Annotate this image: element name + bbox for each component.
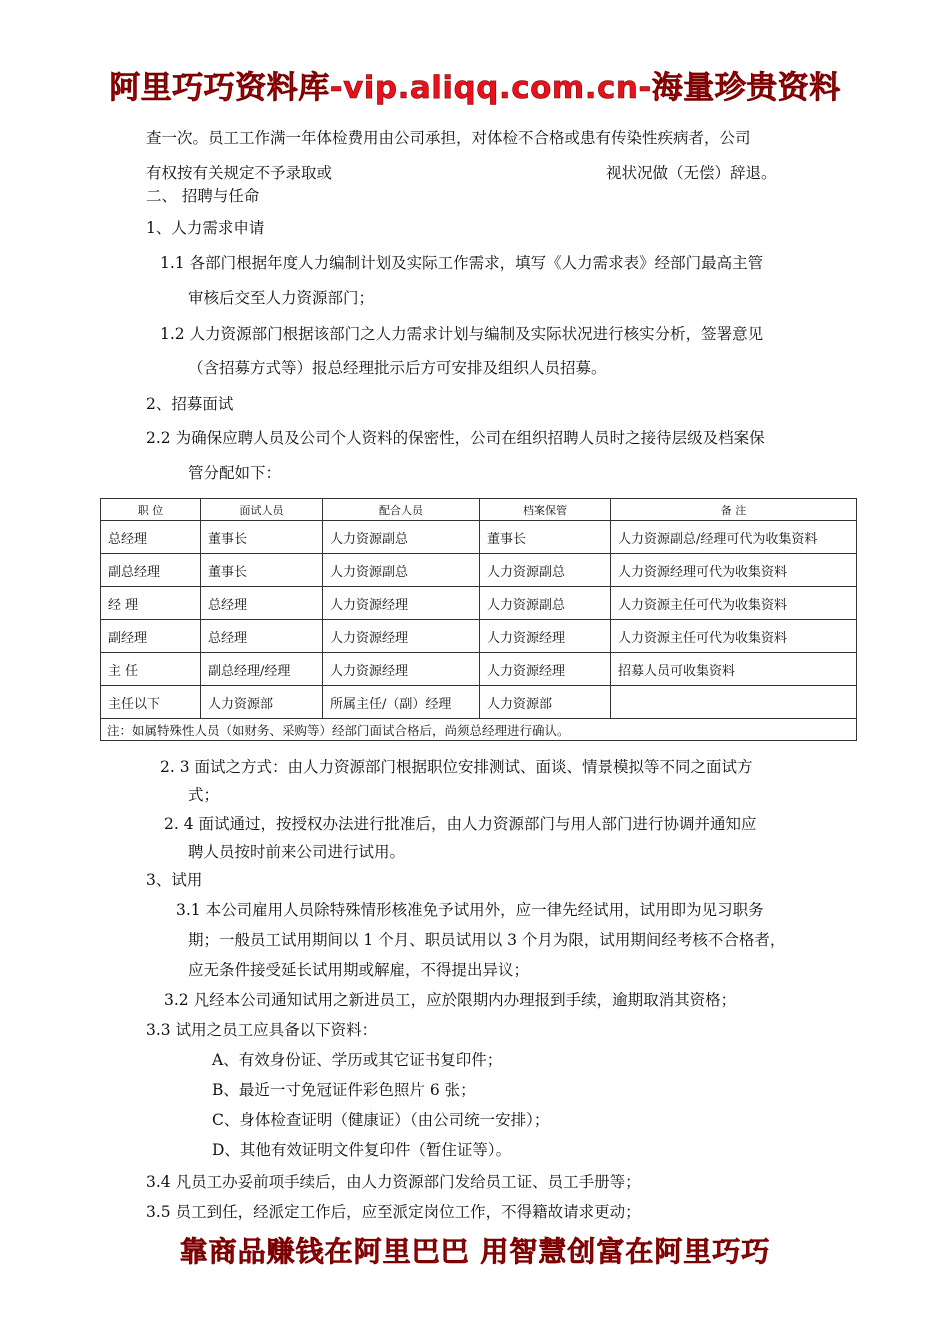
table-header-cell: 备 注 — [611, 499, 857, 521]
table-cell: 主任以下 — [101, 686, 201, 719]
table-row — [101, 554, 857, 587]
paragraph-line: 3.1 本公司雇用人员除特殊情形核准免予试用外，应一律先经试用，试用即为见习职务 — [176, 901, 764, 919]
table-cell: 总经理 — [201, 587, 323, 620]
list-item: B、最近一寸免冠证件彩色照片 6 张； — [212, 1081, 476, 1099]
table-cell: 招募人员可收集资料 — [611, 653, 857, 686]
table-cell: 人力资源主任可代为收集资料 — [611, 587, 857, 620]
table-cell: 总经理 — [101, 521, 201, 554]
table-cell: 人力资源副总 — [323, 521, 480, 554]
table-header-cell: 面试人员 — [201, 499, 323, 521]
table-cell — [611, 686, 857, 719]
table-header-cell: 职 位 — [101, 499, 201, 521]
paragraph-line: 3.4 凡员工办妥前项手续后，由人力资源部门发给员工证、员工手册等； — [146, 1173, 641, 1191]
paragraph-line: 式； — [188, 786, 220, 804]
table-cell: 人力资源经理 — [323, 587, 480, 620]
table-cell: 董事长 — [201, 521, 323, 554]
table-cell: 所属主任/（副）经理 — [323, 686, 480, 719]
list-item: C、身体检查证明（健康证）（由公司统一安排）； — [212, 1111, 550, 1129]
table-cell: 人力资源经理可代为收集资料 — [611, 554, 857, 587]
table-cell: 主 任 — [101, 653, 201, 686]
paragraph-line: 2. 3 面试之方式：由人力资源部门根据职位安排测试、面谈、情景模拟等不同之面试方 — [160, 758, 753, 776]
header-watermark-banner: 阿里巧巧资料库-vip.aliqq.com.cn-海量珍贵资料 — [109, 70, 841, 106]
paragraph-line: 视状况做（无偿）辞退。 — [606, 164, 777, 182]
paragraph-line: （含招募方式等）报总经理批示后方可安排及组织人员招募。 — [188, 359, 607, 377]
table-cell: 人力资源经理 — [480, 653, 611, 686]
table-header-cell: 档案保管 — [480, 499, 611, 521]
table-cell: 人力资源部 — [480, 686, 611, 719]
list-item: A、有效身份证、学历或其它证书复印件； — [212, 1051, 503, 1069]
table-cell: 副总经理/经理 — [201, 653, 323, 686]
paragraph-line: 3.3 试用之员工应具备以下资料： — [146, 1021, 378, 1039]
table-cell: 人力资源经理 — [323, 620, 480, 653]
table-cell: 总经理 — [201, 620, 323, 653]
table-cell: 副经理 — [101, 620, 201, 653]
table-cell: 人力资源副总 — [323, 554, 480, 587]
paragraph-line: 2. 4 面试通过，按授权办法进行批准后，由人力资源部门与用人部门进行协调并通知应 — [164, 815, 757, 833]
table-row — [101, 620, 857, 653]
table-row — [101, 653, 857, 686]
subsection-heading: 2、招募面试 — [146, 395, 234, 413]
subsection-heading: 1、人力需求申请 — [146, 219, 265, 237]
table-header-cell: 配合人员 — [323, 499, 480, 521]
table-cell: 人力资源副总/经理可代为收集资料 — [611, 521, 857, 554]
paragraph-line: 3.5 员工到任，经派定工作后，应至派定岗位工作，不得籍故请求更动； — [146, 1203, 641, 1221]
paragraph-line: 1.1 各部门根据年度人力编制计划及实际工作需求，填写《人力需求表》经部门最高主管 — [160, 254, 764, 272]
table-cell: 人力资源经理 — [480, 620, 611, 653]
paragraph-line: 应无条件接受延长试用期或解雇，不得提出异议； — [188, 961, 530, 979]
table-header-row — [101, 499, 857, 521]
table-cell: 经 理 — [101, 587, 201, 620]
table-cell: 人力资源部 — [201, 686, 323, 719]
paragraph-line: 2.2 为确保应聘人员及公司个人资料的保密性，公司在组织招聘人员时之接待层级及档案保 — [146, 429, 765, 447]
table-cell: 人力资源主任可代为收集资料 — [611, 620, 857, 653]
table-row — [101, 587, 857, 620]
paragraph-line: 聘人员按时前来公司进行试用。 — [188, 843, 406, 861]
paragraph-line: 查一次。员工工作满一年体检费用由公司承担，对体检不合格或患有传染性疾病者，公司 — [146, 129, 751, 147]
table-row — [101, 686, 857, 719]
table-row — [101, 521, 857, 554]
paragraph-line: 审核后交至人力资源部门； — [188, 289, 375, 307]
recruitment-table — [100, 498, 857, 741]
paragraph-line: 管分配如下： — [188, 464, 282, 482]
paragraph-line: 1.2 人力资源部门根据该部门之人力需求计划与编制及实际状况进行核实分析，签署意见 — [160, 325, 764, 343]
table-cell: 董事长 — [201, 554, 323, 587]
paragraph-line: 有权按有关规定不予录取或 — [146, 164, 333, 182]
list-item: D、其他有效证明文件复印件（暂住证等）。 — [212, 1141, 512, 1159]
section-heading: 二、 招聘与任命 — [146, 187, 260, 205]
table-cell: 副总经理 — [101, 554, 201, 587]
table-cell: 人力资源经理 — [323, 653, 480, 686]
table-note-row — [101, 719, 857, 741]
table-cell: 董事长 — [480, 521, 611, 554]
paragraph-line: 3.2 凡经本公司通知试用之新进员工，应於限期内办理报到手续，逾期取消其资格； — [164, 991, 737, 1009]
subsection-heading: 3、试用 — [146, 871, 203, 889]
table-note: 注：如属特殊性人员（如财务、采购等）经部门面试合格后，尚须总经理进行确认。 — [101, 719, 857, 741]
table-cell: 人力资源副总 — [480, 554, 611, 587]
footer-watermark-banner: 靠商品赚钱在阿里巴巴 用智慧创富在阿里巧巧 — [179, 1235, 771, 1268]
table-cell: 人力资源副总 — [480, 587, 611, 620]
paragraph-line: 期；一般员工试用期间以 1 个月、职员试用以 3 个月为限，试用期间经考核不合格者， — [188, 931, 786, 949]
